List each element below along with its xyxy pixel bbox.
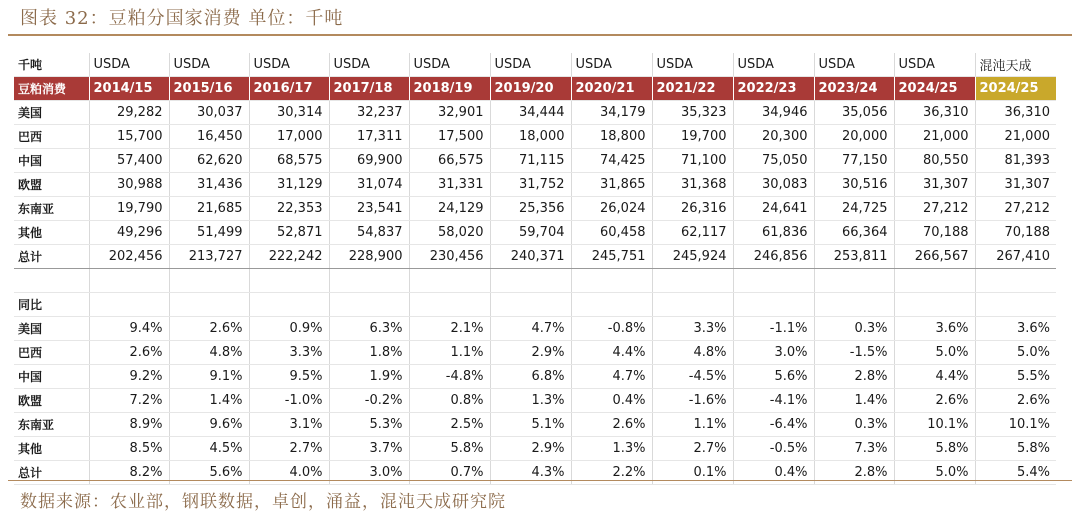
yoy-value-cell: 0.4% bbox=[733, 461, 814, 485]
value-cell: 17,500 bbox=[409, 125, 490, 149]
value-cell: 15,700 bbox=[89, 125, 169, 149]
yoy-value-cell: 10.1% bbox=[975, 413, 1056, 437]
row-label: 中国 bbox=[14, 149, 89, 173]
yoy-value-cell: -4.1% bbox=[733, 389, 814, 413]
yoy-value-cell: 0.9% bbox=[249, 317, 329, 341]
value-cell: 24,725 bbox=[814, 197, 894, 221]
yoy-value-cell: 1.1% bbox=[409, 341, 490, 365]
yoy-value-cell: 0.8% bbox=[409, 389, 490, 413]
year-header-cell: 2024/25 bbox=[894, 77, 975, 101]
row-label: 中国 bbox=[14, 365, 89, 389]
yoy-value-cell: 3.0% bbox=[329, 461, 409, 485]
value-cell: 245,924 bbox=[652, 245, 733, 269]
yoy-value-cell: 3.6% bbox=[975, 317, 1056, 341]
yoy-value-cell: 5.8% bbox=[409, 437, 490, 461]
value-cell: 18,000 bbox=[490, 125, 571, 149]
yoy-value-cell: 9.2% bbox=[89, 365, 169, 389]
data-source-cell: USDA bbox=[249, 53, 329, 77]
yoy-value-cell: 5.1% bbox=[490, 413, 571, 437]
value-cell: 35,323 bbox=[652, 101, 733, 125]
spacer-cell bbox=[249, 269, 329, 293]
value-cell: 51,499 bbox=[169, 221, 249, 245]
row-label: 欧盟 bbox=[14, 389, 89, 413]
table-row bbox=[14, 317, 1056, 341]
table-row bbox=[14, 125, 1056, 149]
spacer-cell bbox=[14, 269, 89, 293]
yoy-value-cell: 5.8% bbox=[975, 437, 1056, 461]
empty-cell bbox=[652, 293, 733, 317]
empty-cell bbox=[571, 293, 652, 317]
value-cell: 202,456 bbox=[89, 245, 169, 269]
yoy-value-cell: 4.0% bbox=[249, 461, 329, 485]
yoy-value-cell: 4.4% bbox=[571, 341, 652, 365]
yoy-value-cell: 1.3% bbox=[490, 389, 571, 413]
value-cell: 17,311 bbox=[329, 125, 409, 149]
yoy-value-cell: 3.6% bbox=[894, 317, 975, 341]
year-header-cell: 2024/25 bbox=[975, 77, 1056, 101]
yoy-value-cell: 3.7% bbox=[329, 437, 409, 461]
chart-title: 图表 32：豆粕分国家消费 单位：千吨 bbox=[20, 8, 344, 29]
value-cell: 21,685 bbox=[169, 197, 249, 221]
empty-cell bbox=[894, 293, 975, 317]
yoy-value-cell: 4.3% bbox=[490, 461, 571, 485]
spacer-cell bbox=[814, 269, 894, 293]
value-cell: 32,901 bbox=[409, 101, 490, 125]
value-cell: 24,129 bbox=[409, 197, 490, 221]
table-row bbox=[14, 365, 1056, 389]
value-cell: 29,282 bbox=[89, 101, 169, 125]
empty-cell bbox=[89, 293, 169, 317]
spacer-cell bbox=[409, 269, 490, 293]
value-cell: 30,083 bbox=[733, 173, 814, 197]
data-source-cell: 混沌天成 bbox=[975, 53, 1056, 77]
yoy-value-cell: -0.8% bbox=[571, 317, 652, 341]
yoy-value-cell: 2.7% bbox=[652, 437, 733, 461]
empty-cell bbox=[490, 293, 571, 317]
yoy-value-cell: 0.7% bbox=[409, 461, 490, 485]
year-header-cell: 2022/23 bbox=[733, 77, 814, 101]
yoy-value-cell: 1.4% bbox=[169, 389, 249, 413]
yoy-value-cell: 2.5% bbox=[409, 413, 490, 437]
value-cell: 31,307 bbox=[894, 173, 975, 197]
data-source-row bbox=[14, 53, 1056, 77]
value-cell: 16,450 bbox=[169, 125, 249, 149]
consumption-table bbox=[14, 53, 1056, 485]
value-cell: 34,946 bbox=[733, 101, 814, 125]
value-cell: 49,296 bbox=[89, 221, 169, 245]
source-note: 数据来源：农业部，钢联数据，卓创，涌益，混沌天成研究院 bbox=[20, 492, 506, 512]
yoy-value-cell: 2.7% bbox=[249, 437, 329, 461]
spacer-cell bbox=[89, 269, 169, 293]
value-cell: 69,900 bbox=[329, 149, 409, 173]
value-cell: 21,000 bbox=[894, 125, 975, 149]
row-label: 巴西 bbox=[14, 125, 89, 149]
yoy-value-cell: -1.6% bbox=[652, 389, 733, 413]
value-cell: 71,100 bbox=[652, 149, 733, 173]
empty-cell bbox=[814, 293, 894, 317]
yoy-value-cell: 2.8% bbox=[814, 461, 894, 485]
row-label: 东南亚 bbox=[14, 197, 89, 221]
yoy-value-cell: 2.6% bbox=[894, 389, 975, 413]
spacer-cell bbox=[571, 269, 652, 293]
value-cell: 61,836 bbox=[733, 221, 814, 245]
yoy-value-cell: 2.9% bbox=[490, 437, 571, 461]
yoy-value-cell: 7.2% bbox=[89, 389, 169, 413]
row-label: 巴西 bbox=[14, 341, 89, 365]
value-cell: 54,837 bbox=[329, 221, 409, 245]
value-cell: 24,641 bbox=[733, 197, 814, 221]
row-label: 美国 bbox=[14, 317, 89, 341]
table-row bbox=[14, 389, 1056, 413]
year-header-cell: 2016/17 bbox=[249, 77, 329, 101]
value-cell: 75,050 bbox=[733, 149, 814, 173]
year-header-cell: 2019/20 bbox=[490, 77, 571, 101]
value-cell: 62,620 bbox=[169, 149, 249, 173]
row-label: 其他 bbox=[14, 221, 89, 245]
data-source-cell: USDA bbox=[329, 53, 409, 77]
year-header-cell: 2020/21 bbox=[571, 77, 652, 101]
spacer-cell bbox=[975, 269, 1056, 293]
yoy-value-cell: 2.1% bbox=[409, 317, 490, 341]
yoy-value-cell: 10.1% bbox=[894, 413, 975, 437]
value-cell: 246,856 bbox=[733, 245, 814, 269]
year-header-cell: 2017/18 bbox=[329, 77, 409, 101]
yoy-value-cell: 2.6% bbox=[169, 317, 249, 341]
yoy-value-cell: -6.4% bbox=[733, 413, 814, 437]
spacer-cell bbox=[652, 269, 733, 293]
row-label: 其他 bbox=[14, 437, 89, 461]
spacer-cell bbox=[894, 269, 975, 293]
value-cell: 19,790 bbox=[89, 197, 169, 221]
top-divider bbox=[8, 34, 1072, 36]
table-row bbox=[14, 413, 1056, 437]
yoy-value-cell: 5.8% bbox=[894, 437, 975, 461]
yoy-value-cell: 3.0% bbox=[733, 341, 814, 365]
yoy-value-cell: 4.7% bbox=[571, 365, 652, 389]
table-row bbox=[14, 197, 1056, 221]
yoy-section-label: 同比 bbox=[14, 293, 89, 317]
value-cell: 70,188 bbox=[975, 221, 1056, 245]
yoy-value-cell: 9.4% bbox=[89, 317, 169, 341]
empty-cell bbox=[409, 293, 490, 317]
yoy-value-cell: 4.5% bbox=[169, 437, 249, 461]
value-cell: 31,307 bbox=[975, 173, 1056, 197]
yoy-value-cell: -0.5% bbox=[733, 437, 814, 461]
yoy-value-cell: 5.0% bbox=[894, 461, 975, 485]
yoy-value-cell: -4.8% bbox=[409, 365, 490, 389]
yoy-value-cell: -1.0% bbox=[249, 389, 329, 413]
value-cell: 21,000 bbox=[975, 125, 1056, 149]
value-cell: 27,212 bbox=[975, 197, 1056, 221]
value-cell: 66,575 bbox=[409, 149, 490, 173]
yoy-value-cell: 0.3% bbox=[814, 317, 894, 341]
yoy-value-cell: 9.6% bbox=[169, 413, 249, 437]
value-cell: 31,865 bbox=[571, 173, 652, 197]
yoy-value-cell: 6.8% bbox=[490, 365, 571, 389]
value-cell: 213,727 bbox=[169, 245, 249, 269]
value-cell: 266,567 bbox=[894, 245, 975, 269]
value-cell: 71,115 bbox=[490, 149, 571, 173]
yoy-value-cell: 6.3% bbox=[329, 317, 409, 341]
data-source-cell: USDA bbox=[814, 53, 894, 77]
yoy-value-cell: -1.1% bbox=[733, 317, 814, 341]
spacer-cell bbox=[169, 269, 249, 293]
row-label: 美国 bbox=[14, 101, 89, 125]
yoy-value-cell: 2.6% bbox=[975, 389, 1056, 413]
spacer-cell bbox=[490, 269, 571, 293]
row-label: 总计 bbox=[14, 461, 89, 485]
value-cell: 27,212 bbox=[894, 197, 975, 221]
empty-cell bbox=[975, 293, 1056, 317]
value-cell: 32,237 bbox=[329, 101, 409, 125]
value-cell: 228,900 bbox=[329, 245, 409, 269]
value-cell: 81,393 bbox=[975, 149, 1056, 173]
year-header-cell: 2023/24 bbox=[814, 77, 894, 101]
value-cell: 62,117 bbox=[652, 221, 733, 245]
empty-cell bbox=[733, 293, 814, 317]
spacer-row bbox=[14, 269, 1056, 293]
yoy-value-cell: 5.6% bbox=[733, 365, 814, 389]
spacer-cell bbox=[329, 269, 409, 293]
year-header-row bbox=[14, 77, 1056, 101]
yoy-value-cell: 5.4% bbox=[975, 461, 1056, 485]
yoy-value-cell: 4.7% bbox=[490, 317, 571, 341]
empty-cell bbox=[329, 293, 409, 317]
value-cell: 17,000 bbox=[249, 125, 329, 149]
value-cell: 58,020 bbox=[409, 221, 490, 245]
yoy-value-cell: 2.9% bbox=[490, 341, 571, 365]
yoy-value-cell: 3.3% bbox=[249, 341, 329, 365]
data-source-cell: USDA bbox=[409, 53, 490, 77]
yoy-value-cell: 4.4% bbox=[894, 365, 975, 389]
row-label: 欧盟 bbox=[14, 173, 89, 197]
value-cell: 74,425 bbox=[571, 149, 652, 173]
data-source-cell: USDA bbox=[733, 53, 814, 77]
yoy-value-cell: 1.8% bbox=[329, 341, 409, 365]
value-cell: 70,188 bbox=[894, 221, 975, 245]
yoy-value-cell: 1.1% bbox=[652, 413, 733, 437]
yoy-value-cell: 3.1% bbox=[249, 413, 329, 437]
table-row bbox=[14, 341, 1056, 365]
value-cell: 222,242 bbox=[249, 245, 329, 269]
value-cell: 267,410 bbox=[975, 245, 1056, 269]
table-row bbox=[14, 221, 1056, 245]
year-header-cell: 2015/16 bbox=[169, 77, 249, 101]
value-cell: 36,310 bbox=[975, 101, 1056, 125]
value-cell: 34,179 bbox=[571, 101, 652, 125]
table-row bbox=[14, 437, 1056, 461]
yoy-value-cell: 4.8% bbox=[169, 341, 249, 365]
value-cell: 34,444 bbox=[490, 101, 571, 125]
yoy-value-cell: 2.2% bbox=[571, 461, 652, 485]
value-cell: 30,037 bbox=[169, 101, 249, 125]
yoy-value-cell: 7.3% bbox=[814, 437, 894, 461]
unit-label: 千吨 bbox=[14, 53, 89, 77]
value-cell: 30,314 bbox=[249, 101, 329, 125]
value-cell: 36,310 bbox=[894, 101, 975, 125]
value-cell: 23,541 bbox=[329, 197, 409, 221]
yoy-value-cell: 9.1% bbox=[169, 365, 249, 389]
yoy-value-cell: -4.5% bbox=[652, 365, 733, 389]
yoy-value-cell: 5.0% bbox=[894, 341, 975, 365]
value-cell: 60,458 bbox=[571, 221, 652, 245]
value-cell: 80,550 bbox=[894, 149, 975, 173]
yoy-value-cell: 8.9% bbox=[89, 413, 169, 437]
yoy-value-cell: 0.1% bbox=[652, 461, 733, 485]
data-source-cell: USDA bbox=[169, 53, 249, 77]
yoy-value-cell: 2.8% bbox=[814, 365, 894, 389]
year-header-cell: 2021/22 bbox=[652, 77, 733, 101]
table-row bbox=[14, 245, 1056, 269]
value-cell: 245,751 bbox=[571, 245, 652, 269]
data-source-cell: USDA bbox=[894, 53, 975, 77]
value-cell: 66,364 bbox=[814, 221, 894, 245]
data-source-cell: USDA bbox=[490, 53, 571, 77]
data-source-cell: USDA bbox=[652, 53, 733, 77]
yoy-value-cell: 8.2% bbox=[89, 461, 169, 485]
value-cell: 68,575 bbox=[249, 149, 329, 173]
yoy-value-cell: 2.6% bbox=[571, 413, 652, 437]
yoy-value-cell: 4.8% bbox=[652, 341, 733, 365]
yoy-value-cell: 1.9% bbox=[329, 365, 409, 389]
value-cell: 253,811 bbox=[814, 245, 894, 269]
value-cell: 59,704 bbox=[490, 221, 571, 245]
yoy-value-cell: 0.3% bbox=[814, 413, 894, 437]
table-row bbox=[14, 101, 1056, 125]
yoy-value-cell: 1.4% bbox=[814, 389, 894, 413]
value-cell: 35,056 bbox=[814, 101, 894, 125]
value-cell: 26,024 bbox=[571, 197, 652, 221]
value-cell: 25,356 bbox=[490, 197, 571, 221]
yoy-value-cell: 1.3% bbox=[571, 437, 652, 461]
value-cell: 22,353 bbox=[249, 197, 329, 221]
year-header-cell: 2018/19 bbox=[409, 77, 490, 101]
yoy-value-cell: 3.3% bbox=[652, 317, 733, 341]
yoy-value-cell: 9.5% bbox=[249, 365, 329, 389]
spacer-cell bbox=[733, 269, 814, 293]
value-cell: 240,371 bbox=[490, 245, 571, 269]
yoy-value-cell: -0.2% bbox=[329, 389, 409, 413]
value-cell: 31,752 bbox=[490, 173, 571, 197]
yoy-value-cell: 5.0% bbox=[975, 341, 1056, 365]
row-label: 总计 bbox=[14, 245, 89, 269]
value-cell: 30,988 bbox=[89, 173, 169, 197]
yoy-value-cell: 5.5% bbox=[975, 365, 1056, 389]
bottom-divider bbox=[8, 480, 1072, 481]
row-header-label: 豆粕消费 bbox=[14, 77, 89, 101]
value-cell: 20,300 bbox=[733, 125, 814, 149]
value-cell: 19,700 bbox=[652, 125, 733, 149]
empty-cell bbox=[249, 293, 329, 317]
yoy-value-cell: 5.3% bbox=[329, 413, 409, 437]
value-cell: 52,871 bbox=[249, 221, 329, 245]
value-cell: 26,316 bbox=[652, 197, 733, 221]
yoy-value-cell: 5.6% bbox=[169, 461, 249, 485]
yoy-value-cell: 2.6% bbox=[89, 341, 169, 365]
table-row bbox=[14, 149, 1056, 173]
value-cell: 77,150 bbox=[814, 149, 894, 173]
value-cell: 31,331 bbox=[409, 173, 490, 197]
empty-cell bbox=[169, 293, 249, 317]
value-cell: 18,800 bbox=[571, 125, 652, 149]
value-cell: 31,074 bbox=[329, 173, 409, 197]
value-cell: 20,000 bbox=[814, 125, 894, 149]
value-cell: 230,456 bbox=[409, 245, 490, 269]
yoy-value-cell: 8.5% bbox=[89, 437, 169, 461]
row-label: 东南亚 bbox=[14, 413, 89, 437]
value-cell: 30,516 bbox=[814, 173, 894, 197]
yoy-value-cell: -1.5% bbox=[814, 341, 894, 365]
data-source-cell: USDA bbox=[89, 53, 169, 77]
yoy-value-cell: 0.4% bbox=[571, 389, 652, 413]
value-cell: 31,368 bbox=[652, 173, 733, 197]
value-cell: 31,436 bbox=[169, 173, 249, 197]
year-header-cell: 2014/15 bbox=[89, 77, 169, 101]
yoy-label-row bbox=[14, 293, 1056, 317]
data-source-cell: USDA bbox=[571, 53, 652, 77]
value-cell: 57,400 bbox=[89, 149, 169, 173]
table-row bbox=[14, 173, 1056, 197]
value-cell: 31,129 bbox=[249, 173, 329, 197]
